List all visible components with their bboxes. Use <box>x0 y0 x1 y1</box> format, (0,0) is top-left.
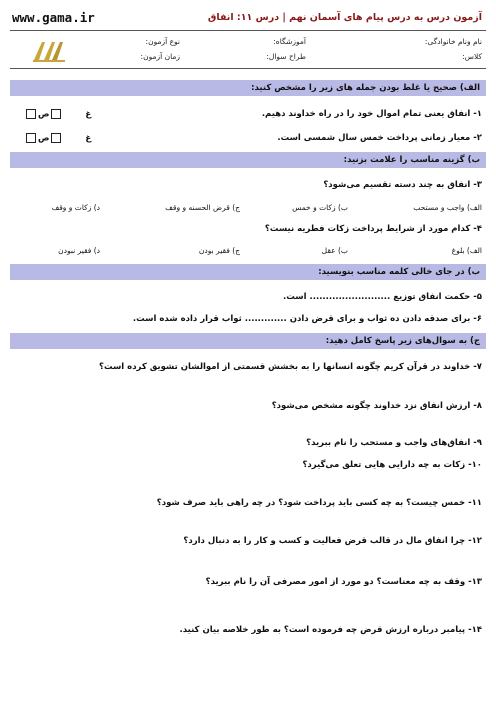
true-label: ص <box>38 133 50 144</box>
true-checkbox[interactable] <box>51 109 61 119</box>
question-5: ۵- حکمت انفاق توزیع ......................... است. <box>283 292 482 302</box>
q3-option-a[interactable]: الف) واجب و مستحب <box>413 203 482 212</box>
q4-option-a[interactable]: الف) بلوغ <box>451 246 482 255</box>
question-11: ۱۱- خمس چیست؟ به چه کسی باید پرداخت شود؟ در چه راهی باید صرف شود؟ <box>156 498 482 508</box>
exam-title: آزمون درس به درس پیام های آسمان نهم | درس ۱۱: انفاق <box>207 12 482 23</box>
question-10: ۱۰- زکات به چه دارایی هایی تعلق می‌گیرد؟ <box>302 460 482 470</box>
q3-option-c[interactable]: ج) قرض الحسنه و وقف <box>165 203 240 212</box>
q4-option-c[interactable]: ج) فقیر بودن <box>198 246 240 255</box>
false-label: غ <box>85 133 92 144</box>
question-13: ۱۳- وقف به چه معناست؟ دو مورد از امور مصرفی آن را نام ببرید؟ <box>205 577 482 587</box>
site-url[interactable]: www.gama.ir <box>12 10 95 25</box>
false-checkbox[interactable] <box>26 109 36 119</box>
question-12: ۱۲- چرا انفاق مال در قالب قرض فعالیت و کسب و کار را به دنبال دارد؟ <box>183 536 482 546</box>
question-3: ۳- انفاق به چند دسته تقسیم می‌شود؟ <box>323 180 482 190</box>
question-2: ۲- معیار زمانی پرداخت خمس سال شمسی است. <box>277 133 482 143</box>
class-field-label: کلاس: <box>462 52 482 61</box>
question-7: ۷- خداوند در قرآن کریم چگونه انسانها را به بخشش قسمتی از اموالشان تشویق کرده است؟ <box>99 362 482 372</box>
tf-options-2 <box>24 133 91 144</box>
question-14: ۱۴- پیامبر درباره ارزش قرض چه فرموده است؟ به طور خلاصه بیان کنید. <box>179 625 482 635</box>
false-label: غ <box>85 109 92 120</box>
exam-type-field-label: نوع آزمون: <box>145 37 180 46</box>
designer-field-label: طراح سوال: <box>266 52 306 61</box>
section-essay: ج) به سوال‌های زیر پاسخ کامل دهید: <box>10 333 486 349</box>
q3-option-d[interactable]: د) زکات و وقف <box>51 203 100 212</box>
tf-options-1 <box>24 109 91 120</box>
q4-option-b[interactable]: ب) عقل <box>321 246 348 255</box>
question-4: ۴- کدام مورد از شرایط پرداخت زکات فطریه نیست؟ <box>264 224 482 234</box>
false-checkbox[interactable] <box>26 133 36 143</box>
question-1: ۱- انفاق یعنی تمام اموال خود را در راه خداوند دهیم. <box>261 109 482 119</box>
header-divider <box>10 30 486 31</box>
q3-option-b[interactable]: ب) زکات و خمس <box>292 203 348 212</box>
true-checkbox[interactable] <box>51 133 61 143</box>
exam-time-field-label: زمان آزمون: <box>140 52 180 61</box>
question-8: ۸- ارزش انفاق نزد خداوند چگونه مشخص می‌شود؟ <box>271 401 482 411</box>
info-divider <box>10 68 486 69</box>
section-fill-blank: ب) در جای خالی کلمه مناسب بنویسید: <box>10 264 486 280</box>
question-6: ۶- برای صدقه دادن ده ثواب و برای قرض دادن ............. ثواب قرار داده شده است. <box>132 314 482 324</box>
section-multiple-choice: ب) گزینه مناسب را علامت بزنید: <box>10 152 486 168</box>
question-9: ۹- انفاق‌های واجب و مستحب را نام ببرید؟ <box>306 438 482 448</box>
q4-option-d[interactable]: د) فقیر نبودن <box>58 246 100 255</box>
gama-logo-icon <box>30 38 70 64</box>
school-field-label: آموزشگاه: <box>273 37 306 46</box>
name-field-label: نام ونام خانوادگی: <box>424 37 482 46</box>
true-label: ص <box>38 109 50 120</box>
section-true-false: الف) صحیح یا غلط بودن جمله های زیر را مشخص کنید: <box>10 80 486 96</box>
